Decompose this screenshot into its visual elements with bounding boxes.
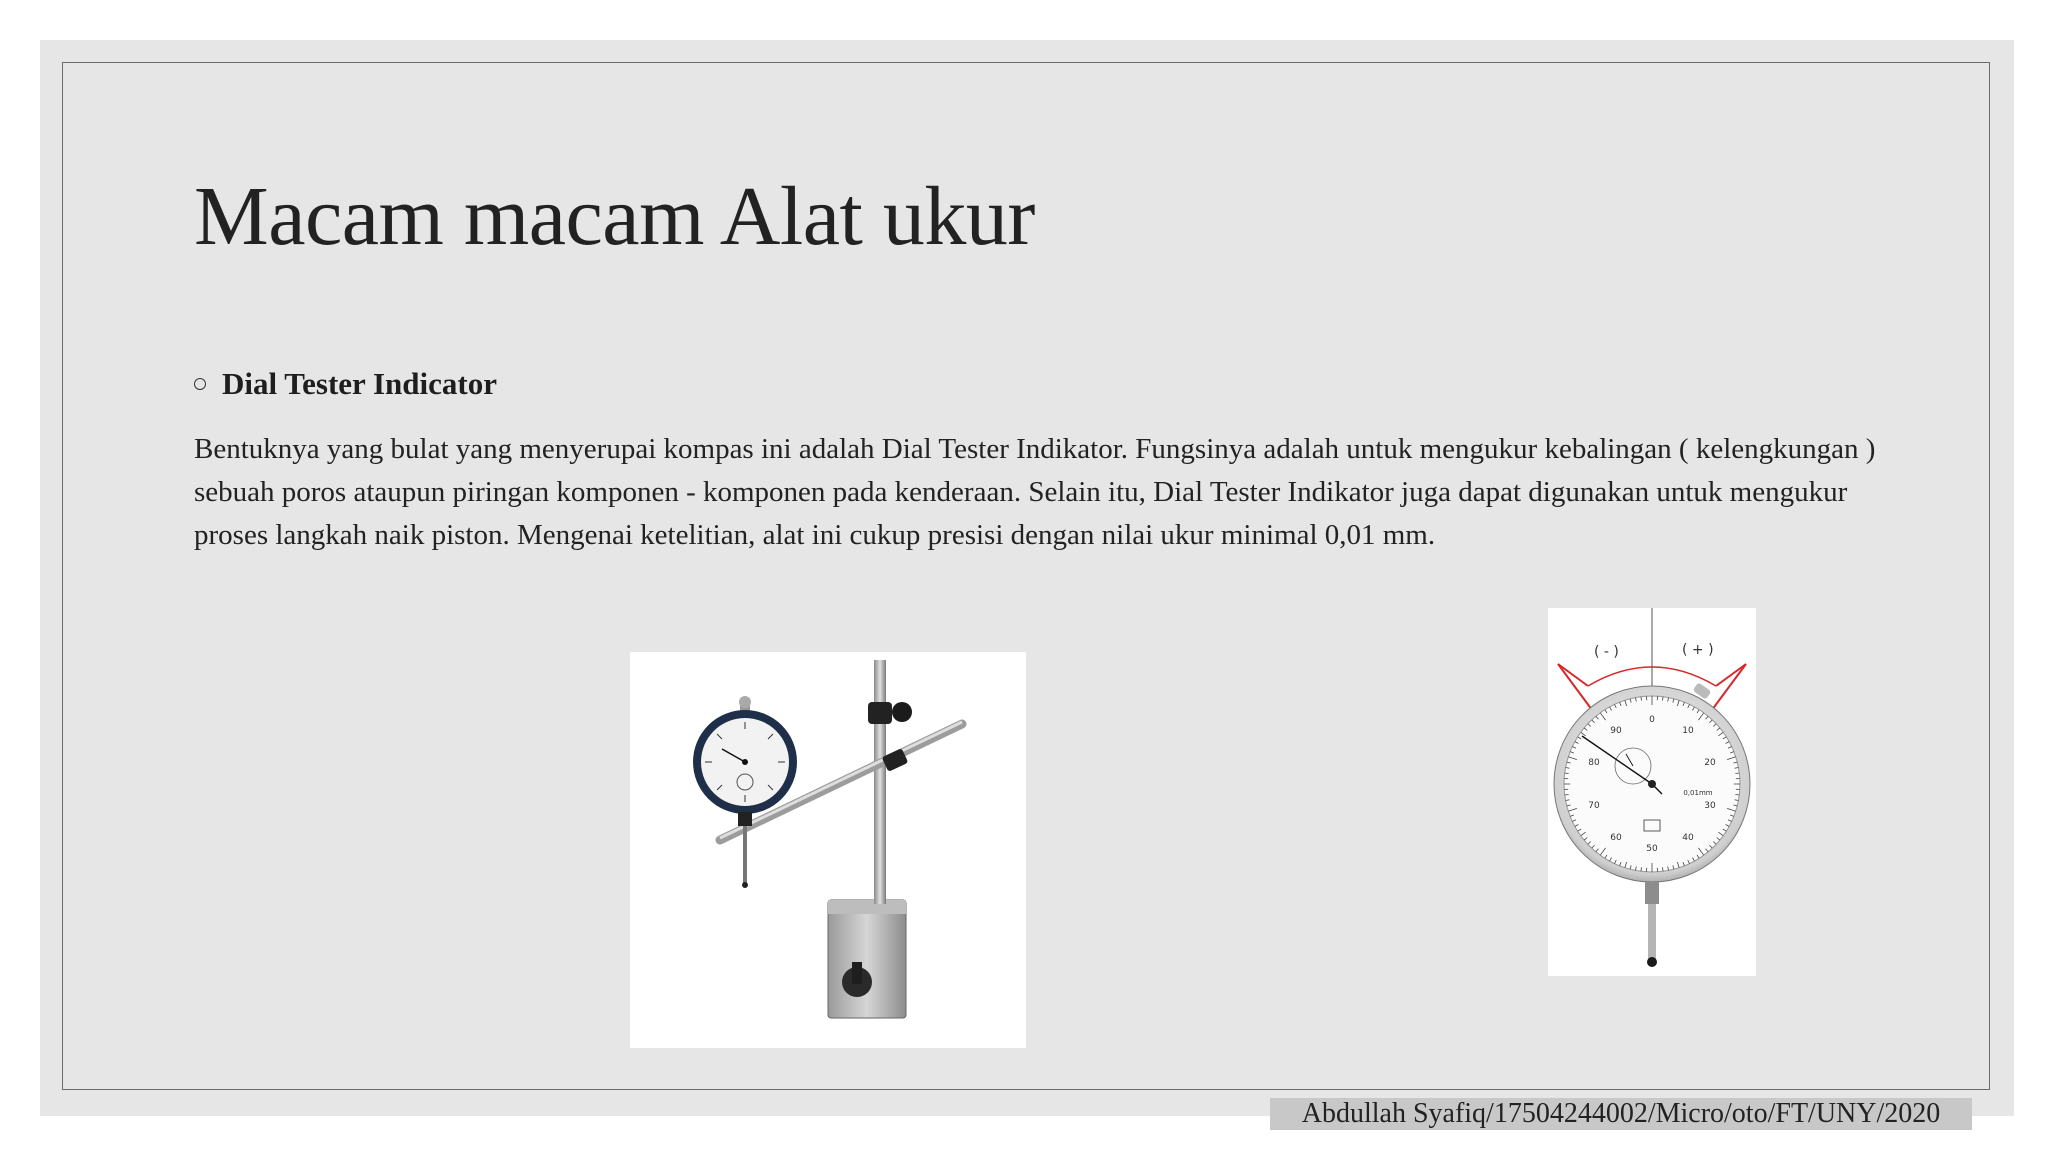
bullet-item — [194, 366, 497, 402]
scale-0: 0 — [1649, 715, 1655, 725]
dial-tick — [1565, 795, 1569, 796]
plus-label: ( + ) — [1682, 642, 1714, 658]
magnetic-stand-dial-image — [630, 652, 1026, 1048]
dial-tick — [1641, 867, 1642, 871]
dial-tick — [1565, 773, 1569, 774]
scale-10: 10 — [1682, 726, 1694, 736]
dial-gauge-illustration — [1548, 608, 1756, 976]
dial-gauge-image — [1548, 608, 1756, 976]
dial-tick — [1663, 697, 1664, 701]
author-footer: Abdullah Syafiq/17504244002/Micro/oto/FT/UNY/2020 — [1270, 1098, 1972, 1130]
scale-20: 20 — [1704, 758, 1716, 768]
minus-label: ( - ) — [1594, 644, 1619, 660]
description-paragraph: Bentuknya yang bulat yang menyerupai kompas ini adalah Dial Tester Indikator. Fungsinya adalah untuk mengukur kebalingan ( kelengkungan ) sebuah poros ataupun piringan komponen - komponen pada kenderaan. Selain itu, Dial Tester Indikator juga dapat digunakan untuk mengukur proses langkah naik piston. Mengenai ketelitian, alat ini cukup presisi dengan nilai ukur minimal 0,01 mm. — [194, 433, 1876, 551]
dial-tick — [1641, 697, 1642, 701]
dial-tick — [1735, 773, 1739, 774]
scale-70: 70 — [1588, 801, 1600, 811]
scale-50: 50 — [1646, 844, 1658, 854]
dial-tick — [1663, 867, 1664, 871]
scale-80: 80 — [1588, 758, 1600, 768]
slide-title: Macam macam Alat ukur — [194, 170, 1035, 263]
dial-tick — [1735, 795, 1739, 796]
scale-60: 60 — [1610, 833, 1622, 843]
bullet-heading: Dial Tester Indicator — [222, 366, 497, 401]
resolution-label: 0,01mm — [1683, 789, 1713, 797]
scale-90: 90 — [1610, 726, 1622, 736]
bullet-circle-icon — [194, 378, 206, 390]
scale-40: 40 — [1682, 833, 1694, 843]
scale-30: 30 — [1704, 801, 1716, 811]
magnetic-stand-illustration — [630, 652, 1026, 1048]
